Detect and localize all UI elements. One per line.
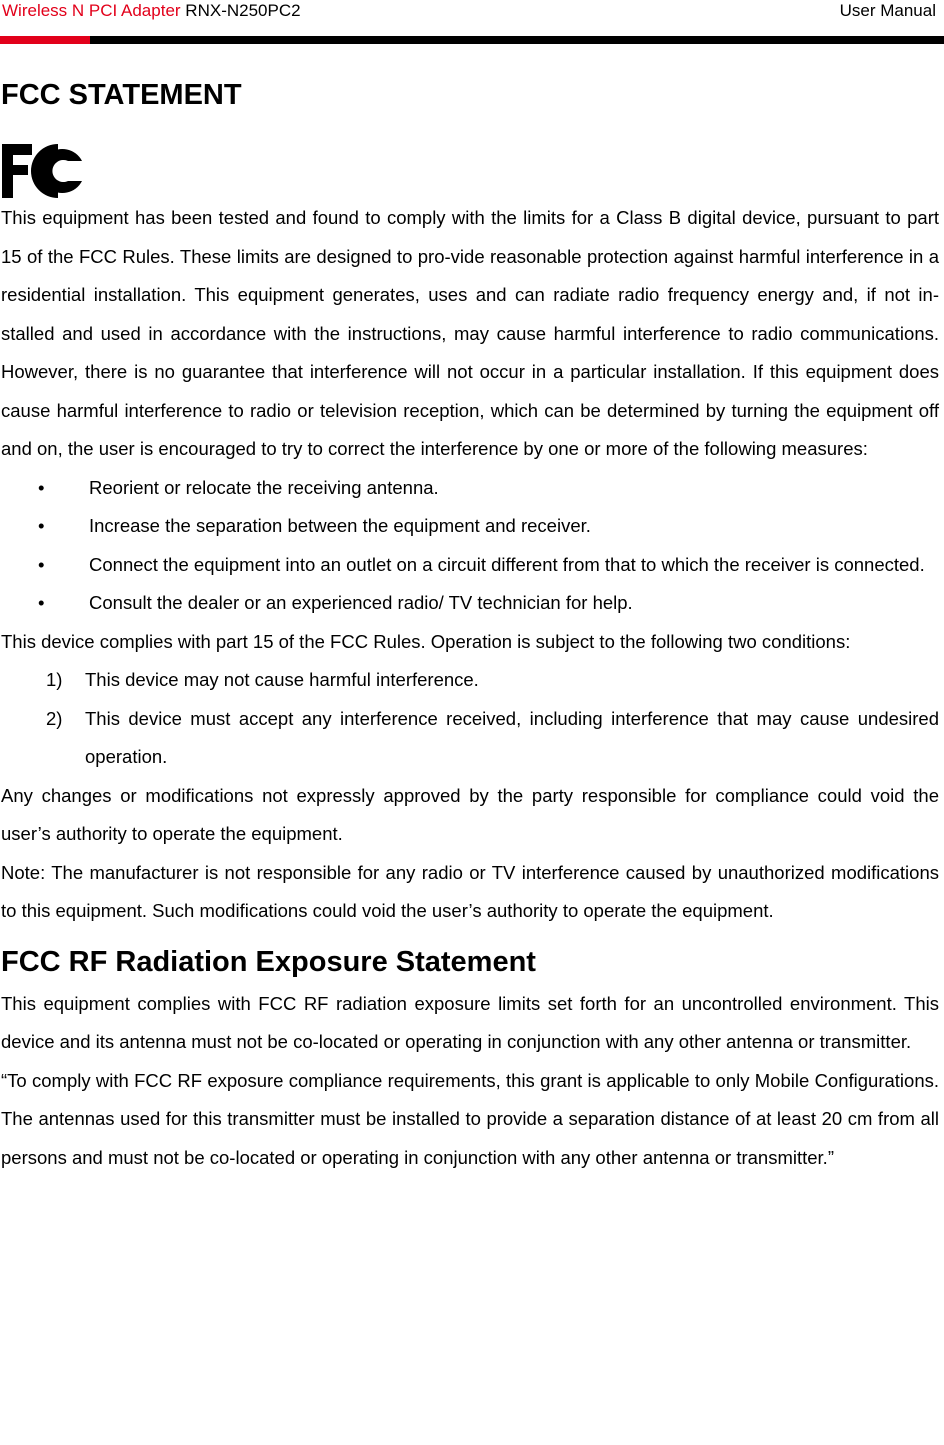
condition-number: 1) bbox=[46, 669, 63, 690]
fcc-statement-title: FCC STATEMENT bbox=[1, 79, 242, 111]
compliance-paragraph: This device complies with part 15 of the FCC Rules. Operation is subject to the following two conditions: bbox=[1, 630, 851, 652]
list-item bbox=[1, 584, 939, 623]
header-divider-accent bbox=[0, 36, 90, 44]
header-doc-type: User Manual bbox=[839, 1, 936, 20]
bullet-icon: • bbox=[38, 553, 45, 575]
list-item bbox=[1, 469, 939, 508]
rf-paragraph-2: “To comply with FCC RF exposure compliance requirements, this grant is applicable to only Mobile Configurations. The antennas used for this transmitter must be installed to provide a separation distance of at least 20 cm from all persons and must not be co-located or operating in conjunction with any other antenna or transmitter.” bbox=[1, 1069, 939, 1168]
conditions-list bbox=[1, 661, 939, 777]
bullet-icon: • bbox=[38, 515, 45, 536]
measure-text: Connect the equipment into an outlet on a circuit different from that to which the receiver is connected. bbox=[89, 553, 925, 575]
page-header bbox=[0, 0, 944, 26]
condition-number: 2) bbox=[46, 707, 63, 729]
bullet-icon: • bbox=[38, 592, 45, 613]
rf-statement-title: FCC RF Radiation Exposure Statement bbox=[1, 945, 536, 978]
list-item bbox=[1, 661, 939, 700]
measure-text: Consult the dealer or an experienced radio/ TV technician for help. bbox=[89, 592, 633, 613]
header-divider-main bbox=[90, 36, 944, 44]
header-product-title bbox=[2, 1, 301, 21]
condition-text: This device must accept any interference received, including interference that may cause undesired operation. bbox=[85, 707, 939, 767]
changes-paragraph: Any changes or modifications not expressly approved by the party responsible for compliance could void the user’s authority to operate the equipment. bbox=[1, 784, 939, 844]
bullet-icon: • bbox=[38, 476, 45, 498]
fcc-logo-icon bbox=[0, 140, 84, 200]
document-body bbox=[1, 199, 939, 1177]
measures-list bbox=[1, 469, 939, 623]
rf-paragraph-1: This equipment complies with FCC RF radiation exposure limits set forth for an uncontrolled environment. This device and its antenna must not be co-located or operating in conjunction with any other antenna or transmitter. bbox=[1, 992, 939, 1052]
header-product-name: Wireless N PCI Adapter bbox=[2, 1, 181, 20]
fcc-intro-paragraph: This equipment has been tested and found to comply with the limits for a Class B digital device, pursuant to part 15 of the FCC Rules. These limits are designed to pro-vide reasonable protection against harmful interference in a residential installation. This equipment generates, uses and can radiate radio frequency energy and, if not in-stalled and used in accordance with the instructions, may cause harmful interference to radio communications. However, there is no guarantee that interference will not occur in a particular installation. If this equipment does cause harmful interference to radio or television reception, which can be determined by turning the equipment off and on, the user is encouraged to try to correct the interference by one or more of the following measures: bbox=[1, 207, 939, 459]
list-item bbox=[1, 507, 939, 546]
list-item bbox=[1, 546, 939, 585]
header-divider-bar bbox=[0, 36, 944, 44]
note-paragraph: Note: The manufacturer is not responsible for any radio or TV interference caused by unauthorized modifications to this equipment. Such modifications could void the user’s authority to operate the equipment. bbox=[1, 861, 939, 921]
measure-text: Increase the separation between the equipment and receiver. bbox=[89, 515, 591, 536]
header-model: RNX-N250PC2 bbox=[185, 1, 301, 20]
list-item bbox=[1, 700, 939, 777]
condition-text: This device may not cause harmful interference. bbox=[85, 669, 479, 690]
measure-text: Reorient or relocate the receiving antenna. bbox=[89, 476, 439, 498]
